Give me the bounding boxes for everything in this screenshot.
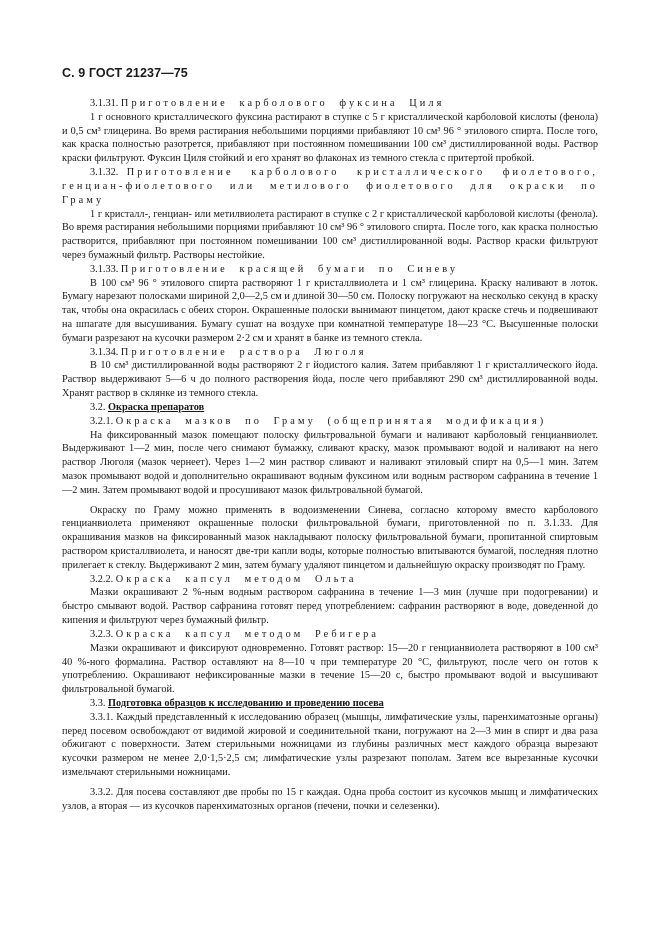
section-title: Окраска препаратов — [108, 401, 205, 413]
section-number: 3.2.3. — [90, 628, 114, 640]
section-title: Приготовление красящей бумаги по Синеву — [120, 263, 459, 275]
section-number: 3.3. — [90, 697, 106, 709]
section-3-3-2-text: 3.3.2. Для посева составляют две пробы по 15 г каждая. Одна проба состоит из кусочков мышц и лимфатических узлов, а вторая — из кусочков паренхиматозных органов (печени, почки и селезенки). — [62, 786, 598, 812]
document-body — [62, 97, 598, 813]
section-3-1-31-heading — [62, 97, 598, 111]
section-title: Приготовление карболового фуксина Циля — [120, 98, 445, 109]
section-number: 3.2. — [90, 401, 106, 413]
section-3-2-1-text-2: Окраску по Граму можно применять в водоизменении Синева, согласно которому вместо карболового генцианвиолета применяют окрашенные полоски фильтровальной бумаги, приготовленной по п. 3.1.33. Для окрашивания мазков на фиксированный мазок накладывают полоску фильтровальной бумаги, пропитанной спиртовым раствором кристаллвиолета, и наносят две-три капли воды, которые полностью впитываются бумагой, последняя плотно прилегает к стеклу. Выдерживают 2 мин, затем бумагу удаляют пинцетом и дальнейшую окраску производят по Граму. — [62, 504, 598, 571]
section-3-1-34-heading — [62, 346, 598, 360]
section-3-2-1-heading — [62, 415, 598, 429]
section-number: 3.2.1. — [90, 415, 114, 427]
section-number: 3.1.33. — [90, 263, 119, 275]
section-number: 3.2.2. — [90, 573, 114, 585]
section-title: Подготовка образцов к исследованию и проведению посева — [108, 697, 384, 709]
section-title: Окраска капсул методом Ребигера — [115, 628, 380, 640]
section-title: Приготовление карболового кристаллического фиолетового, генциан-фиолетового или метилового фиолетового для окраски по Граму — [62, 167, 598, 206]
section-3-1-34-text: В 10 см³ дистиллированной воды растворяют 2 г йодистого калия. Затем прибавляют 1 г кристаллического йода. Раствор выдерживают 5—6 ч до полного растворения йода, после чего прибавляют 290 см³ дистиллированной воды. Хранят раствор в склянке из темного стекла. — [62, 360, 598, 400]
section-3-2-1-text: На фиксированный мазок помещают полоску фильтровальной бумаги и наливают карболовый генцианвиолет. Выдерживают 1—2 мин, после чего снимают бумажку, сливают краску, мазок промывают водой и наливают на него раствор Люголя (мазок чернеет). Через 1—2 мин раствор сливают и наливают этиловый спирт на 0,5—1 мин. Затем мазок промывают водой и дополнительно окрашивают водным фуксином или водным раствором сафранина в течение 1—2 мин. Затем промывают водой и просушивают мазок фильтровальной бумагой. — [62, 429, 598, 496]
section-3-2-2-text: Мазки окрашивают 2 %-ным водным раствором сафранина в течение 1—3 мин (лучше при подогревании) и быстро смывают водой. Раствор сафранина готовят перед употреблением: сафранин растворяют в воде, доведенной до кипения и фильтруют через бумажный фильтр. — [62, 587, 598, 627]
section-3-1-31-text: 1 г основного кристаллического фуксина растирают в ступке с 5 г кристаллической карболовой кислоты (фенола) и 0,5 см³ глицерина. Во время растирания небольшими порциями прибавляют 10 см³ 96 ° этилового спирта. После того, как краска полностью разотрется, прибавляют при постоянном помешивании 100 см³ дистиллированной воды. Раствор краски фильтруют. Фуксин Циля стойкий и его хранят во флаконах из темного стекла с притертой пробкой. — [62, 111, 598, 165]
section-title: Приготовление раствора Люголя — [120, 346, 367, 358]
section-number: 3.1.31. — [90, 98, 119, 109]
section-3-2-3-text: Мазки окрашивают и фиксируют одновременно. Готовят раствор: 15—20 г генцианвиолета растворяют в 100 см³ 40 %-ного формалина. Раствор оставляют на 8—10 ч при температуре 20 °С, фильтруют, после чего он готов к употреблению. Окрашивают нефиксированные мазки в течение 15—20 с, быстро промывают водой и высушивают фильтровальной бумагой. — [62, 642, 598, 696]
page-header: С. 9 ГОСТ 21237—75 — [62, 66, 188, 80]
section-3-1-33-text: В 100 см³ 96 ° этилового спирта растворяют 1 г кристаллвиолета и 1 см³ глицерина. Краску наливают в лоток. Бумагу нарезают полосками шириной 2,0—2,5 см и длиной 30—50 см. Полоску погружают на несколько секунд в краску так, чтобы она окрасилась с обеих сторон. Окрашенные полоски вынимают пинцетом, дают краске стечь и подвешивают на шпагате для высушивания. Бумагу сушат на воздухе при комнатной температуре 18—23 °С. Высушенные полоски бумаги разрезают на кусочки размером 2·2 см и хранят в банке из темного стекла. — [62, 277, 598, 344]
section-3-3-heading — [62, 697, 598, 711]
section-3-2-2-heading — [62, 573, 598, 587]
section-3-2-3-heading — [62, 628, 598, 642]
section-title: Окраска капсул методом Ольта — [115, 573, 357, 585]
section-number: 3.1.34. — [90, 346, 119, 358]
section-3-2-heading — [62, 401, 598, 415]
section-3-1-32-heading — [62, 166, 598, 207]
section-3-3-1-text: 3.3.1. Каждый представленный к исследованию образец (мышцы, лимфатические узлы, паренхиматозные органы) перед посевом освобождают от видимой жировой и соединительной ткани, погружают на 2—3 мин в спирт и два раза обжигают с поверхности. Затем стерильными ножницами из глубины различных мест каждого образца вырезают кусочки размером не менее 2,0·1,5·2,5 см; лимфатические узлы разрезают пополам. Затем все вырезанные кусочки измельчают стерильными ножницами. — [62, 711, 598, 778]
section-title: Окраска мазков по Граму (общепринятая модификация) — [115, 415, 547, 427]
section-3-1-33-heading — [62, 263, 598, 277]
section-3-1-32-text: 1 г кристалл-, генциан- или метилвиолета растирают в ступке с 2 г кристаллической карболовой кислоты (фенола). Во время растирания небольшими порциями прибавляют 10 см³ 96 ° этилового спирта. После того, как краска полностью растворится, прибавляют при постоянном помешивании 100 см³ дистиллированной воды. Раствор краски фильтруют через бумажный фильтр. Растворы нестойкие. — [62, 208, 598, 261]
section-number: 3.1.32. — [90, 167, 119, 179]
